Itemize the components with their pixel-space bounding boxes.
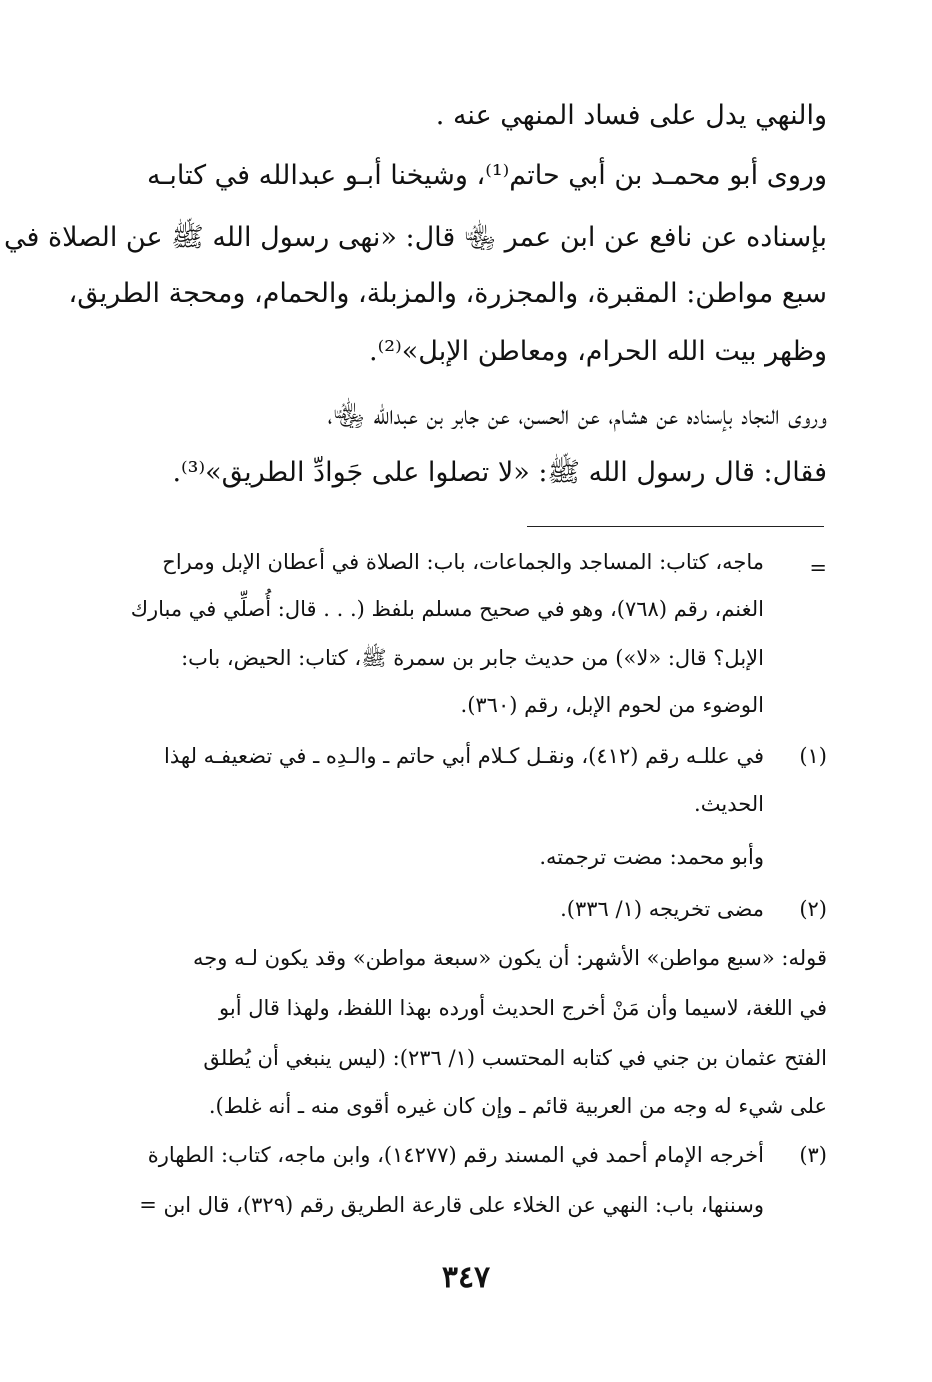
footnote-line: وسننها، باب: النهي عن الخلاء على قارعة الطريق رقم (٣٢٩)، قال ابن =	[139, 1193, 764, 1217]
body-line: وروى أبو محمـد بن أبي حاتم⁽¹⁾، وشيخنا أبـو عبدالله في كتابـه	[146, 160, 827, 191]
footnote-line: ماجه، كتاب: المساجد والجماعات، باب: الصلاة في أعطان الإبل ومراح	[162, 550, 764, 574]
footnote-3-marker: (٣)	[799, 1143, 827, 1167]
footnote-comment-line: على شيء له وجه من العربية قائم ـ وإن كان غيره أقوى منه ـ أنه غلط).	[208, 1094, 827, 1118]
footnote-comment-line: في اللغة، لاسيما وأن مَنْ أخرج الحديث أورده بهذا اللفظ، ولهذا قال أبو	[219, 996, 827, 1020]
body-line: وظهر بيت الله الحرام، ومعاطن الإبل»⁽²⁾.	[369, 336, 827, 367]
body-line: والنهي يدل على فساد المنهي عنه .	[435, 100, 827, 131]
footnote-2-marker: (٢)	[799, 897, 827, 921]
footnote-separator	[527, 526, 824, 527]
page-number: ٣٤٧	[441, 1260, 491, 1295]
footnote-line: الحديث.	[694, 792, 764, 816]
body-line: وروى النجاد بإسناده عن هشام، عن الحسن، عن جابر بن عبدالله ﵄،	[327, 400, 827, 431]
body-line: بإسناده عن نافع عن ابن عمر ﵄ قال: «نهى رسول الله ﷺ عن الصلاة في	[3, 222, 827, 253]
footnote-line: الغنم، رقم (٧٦٨)، وهو في صحيح مسلم بلفظ (. . . قال: أُصلِّي في مبارك	[130, 597, 764, 621]
footnote-continuation-marker: =	[809, 556, 827, 580]
footnote-line: في عللـه رقم (٤١٢)، ونقـل كـلام أبي حاتم ـ والـدِه ـ في تضعيفـه لهذا	[164, 744, 764, 768]
body-line: فقال: قال رسول الله ﷺ: «لا تصلوا على جَوادِّ الطريق»⁽³⁾.	[172, 457, 827, 488]
footnote-comment-line: الفتح عثمان بن جني في كتابه المحتسب (١/ ٢٣٦): (ليس ينبغي أن يُطلق	[203, 1046, 827, 1070]
footnote-line: الوضوء من لحوم الإبل، رقم (٣٦٠).	[460, 693, 764, 717]
footnote-1-marker: (١)	[799, 744, 827, 768]
footnote-comment-line: قوله: «سبع مواطن» الأشهر: أن يكون «سبعة مواطن» وقد يكون لـه وجه	[193, 946, 827, 970]
footnote-line: مضى تخريجه (١/ ٣٣٦).	[560, 897, 764, 921]
body-line: سبع مواطن: المقبرة، والمجزرة، والمزبلة، والحمام، ومحجة الطريق،	[68, 278, 827, 309]
footnote-line: أخرجه الإمام أحمد في المسند رقم (١٤٢٧٧)، وابن ماجه، كتاب: الطهارة	[147, 1143, 764, 1167]
footnote-line: وأبو محمد: مضت ترجمته.	[539, 845, 764, 869]
footnote-line: الإبل؟ قال: «لا») من حديث جابر بن سمرة ﷺ، كتاب: الحيض، باب:	[181, 646, 764, 670]
